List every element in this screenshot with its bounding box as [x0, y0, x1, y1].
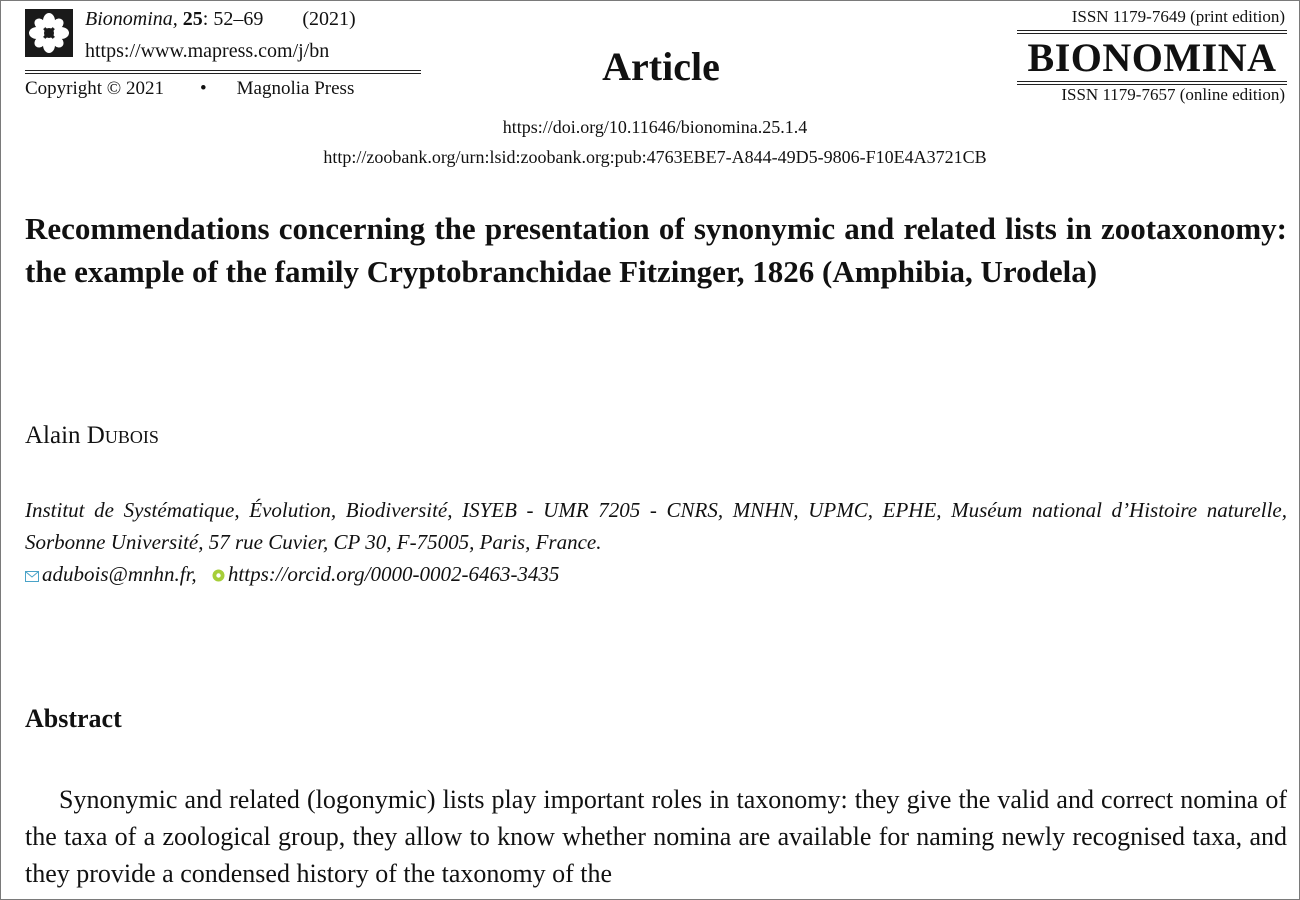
- journal-citation: [85, 7, 356, 31]
- paper-title: Recommendations concerning the presentation of synonymic and related lists in zootaxonomy: the example of the family Cryptobranchidae Fitzinger, 1826 (Amphibia, Urodela): [25, 211, 1287, 289]
- author-name: [25, 421, 159, 451]
- author-last-name: Dubois: [86, 422, 159, 449]
- copyright-line: [25, 77, 354, 101]
- flower-logo-icon: [25, 9, 73, 57]
- journal-url-link[interactable]: https://www.mapress.com/j/bn: [85, 40, 330, 62]
- issn-online: ISSN 1179-7657 (online edition): [1061, 85, 1285, 104]
- article-type-label: Article: [602, 44, 720, 89]
- author-orcid-link[interactable]: https://orcid.org/0000-0002-6463-3435: [227, 562, 560, 586]
- journal-name: Bionomina,: [85, 8, 178, 30]
- mail-icon: [25, 571, 39, 582]
- issn-print: ISSN 1179-7649 (print edition): [1071, 7, 1285, 26]
- copyright-bullet: •: [200, 78, 207, 99]
- header-rule-left: [25, 70, 421, 74]
- orcid-icon: [212, 569, 225, 582]
- doi-link[interactable]: https://doi.org/10.11646/bionomina.25.1.4: [502, 117, 808, 137]
- journal-year: (2021): [302, 8, 356, 30]
- header-rule-right-top: [1017, 30, 1287, 34]
- publisher-name: Magnolia Press: [236, 78, 355, 99]
- journal-brand: BIONOMINA: [1027, 35, 1277, 80]
- zoobank-link[interactable]: http://zoobank.org/urn:lsid:zoobank.org:pub:4763EBE7-A844-49D5-9806-F10E4A3721CB: [323, 147, 987, 167]
- journal-pages: : 52–69: [202, 8, 264, 30]
- author-contact: [25, 558, 559, 590]
- journal-volume: 25: [182, 8, 203, 30]
- copyright-text: Copyright © 2021: [25, 78, 164, 99]
- author-first-name: Alain: [25, 422, 87, 449]
- abstract-text: Synonymic and related (logonymic) lists play important roles in taxonomy: they give the valid and correct nomina of the taxa of a zoological group, they allow to know whether nomina are available for naming newly recognised taxa, and they provide a condensed history of the taxonomy of the: [25, 785, 1287, 888]
- author-email-link[interactable]: adubois@mnhn.fr,: [42, 562, 197, 586]
- abstract-heading: Abstract: [25, 704, 122, 733]
- author-affiliation: Institut de Systématique, Évolution, Biodiversité, ISYEB - UMR 7205 - CNRS, MNHN, UPMC, EPHE, Muséum national d’Histoire naturelle, Sorbonne Université, 57 rue Cuvier, CP 30, F-75005, Paris, France.: [25, 498, 1287, 554]
